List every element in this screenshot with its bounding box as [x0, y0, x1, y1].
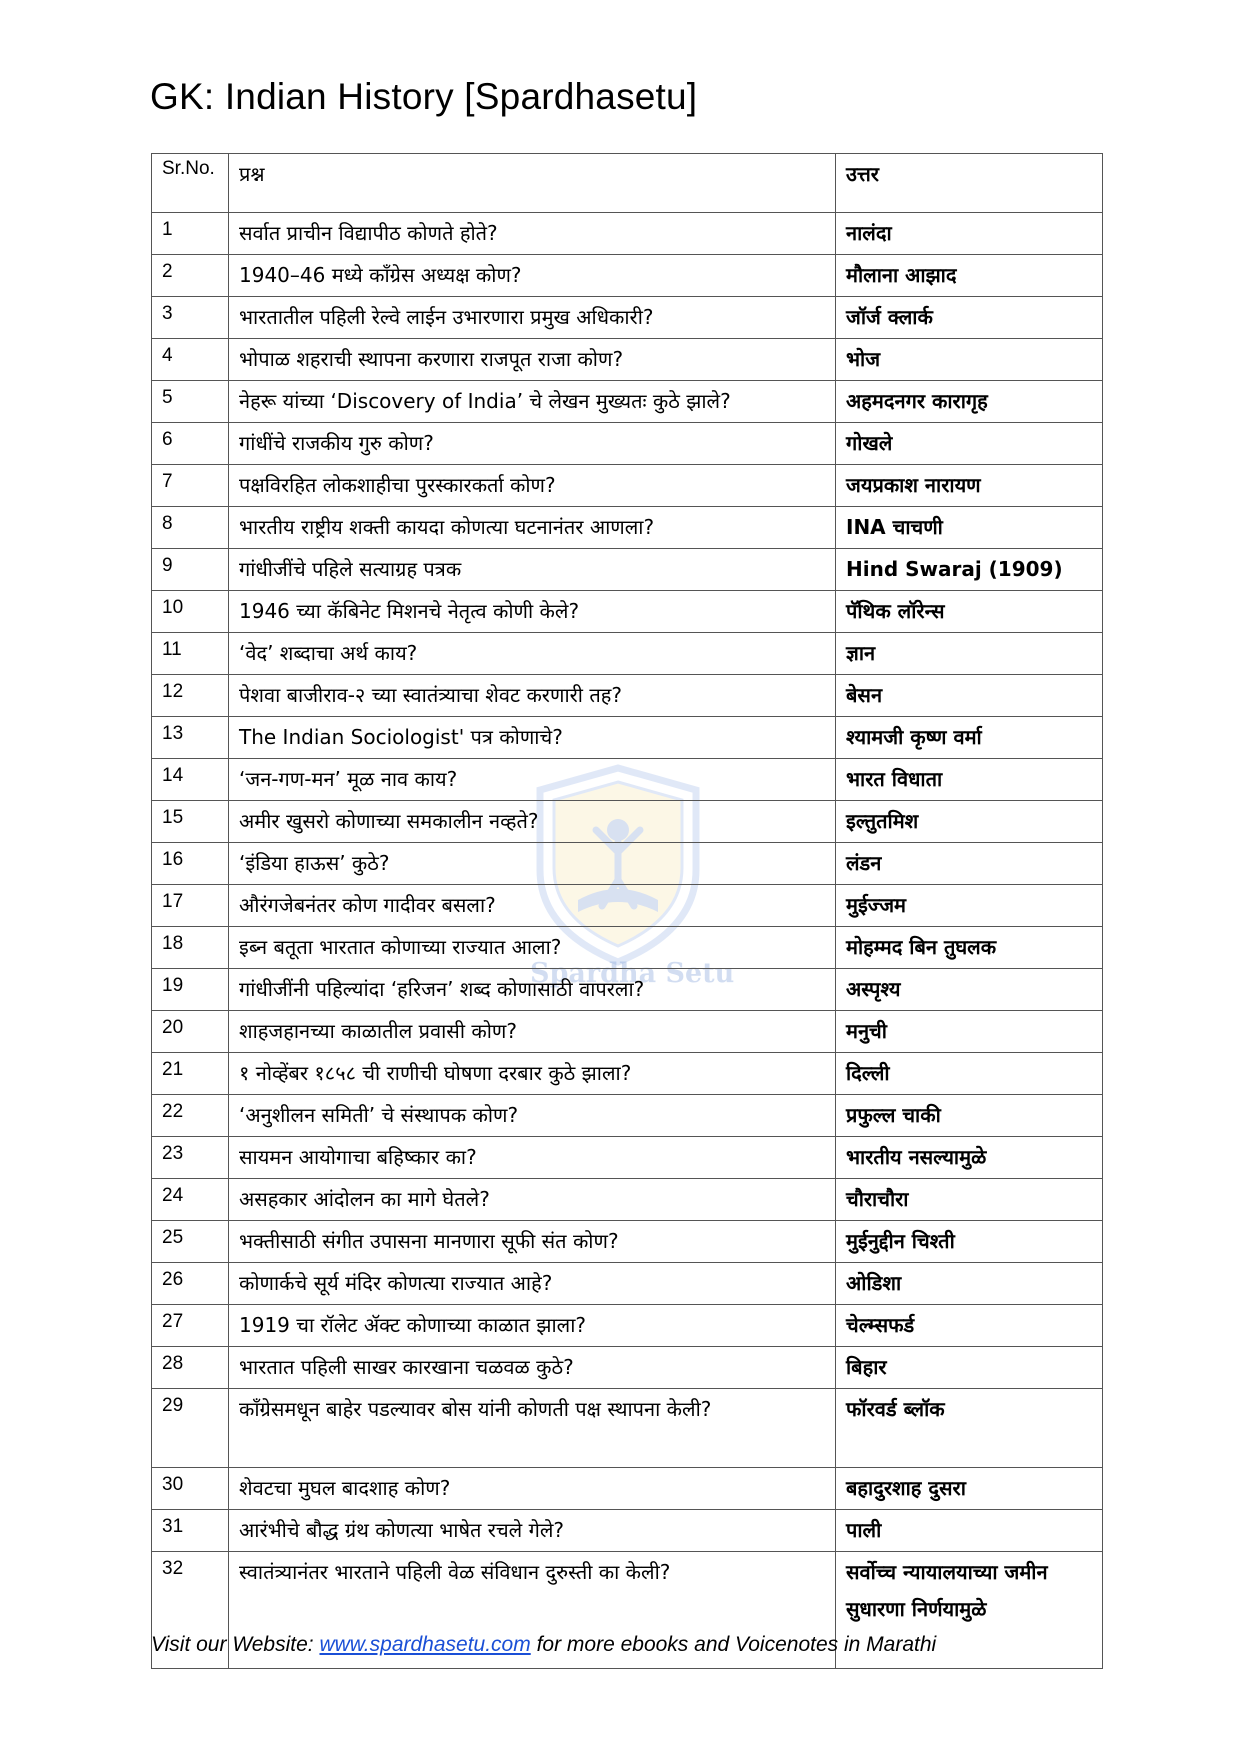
qa-table-body — [152, 154, 1103, 1669]
table-row — [152, 1389, 1103, 1468]
row-question: पेशवा बाजीराव-२ च्या स्वातंत्र्याचा शेवट करणारी तह? — [229, 675, 836, 717]
table-row — [152, 1011, 1103, 1053]
table-row — [152, 633, 1103, 675]
row-question: 1940–46 मध्ये काँग्रेस अध्यक्ष कोण? — [229, 255, 836, 297]
row-question: शेवटचा मुघल बादशाह कोण? — [229, 1468, 836, 1510]
row-question: स्वातंत्र्यानंतर भारताने पहिली वेळ संविधान दुरुस्ती का केली? — [229, 1552, 836, 1669]
row-answer: भारत विधाता — [836, 759, 1103, 801]
row-answer: गोखले — [836, 423, 1103, 465]
row-sr-no: 22 — [152, 1095, 229, 1137]
row-question: 1919 चा रॉलेट ॲक्ट कोणाच्या काळात झाला? — [229, 1305, 836, 1347]
row-question: कोणार्कचे सूर्य मंदिर कोणत्या राज्यात आहे? — [229, 1263, 836, 1305]
row-sr-no: 11 — [152, 633, 229, 675]
row-answer: बहादुरशाह दुसरा — [836, 1468, 1103, 1510]
row-answer: मुईनुद्दीन चिश्ती — [836, 1221, 1103, 1263]
row-answer: सर्वोच्च न्यायालयाच्या जमीन सुधारणा निर्णयामुळे — [836, 1552, 1103, 1669]
row-sr-no: 3 — [152, 297, 229, 339]
row-sr-no: 14 — [152, 759, 229, 801]
row-sr-no: 28 — [152, 1347, 229, 1389]
header-question: प्रश्न — [229, 154, 836, 213]
row-sr-no: 20 — [152, 1011, 229, 1053]
page-title: GK: Indian History [Spardhasetu] — [150, 76, 698, 117]
table-row — [152, 423, 1103, 465]
row-question: भारतातील पहिली रेल्वे लाईन उभारणारा प्रमुख अधिकारी? — [229, 297, 836, 339]
table-row — [152, 1221, 1103, 1263]
table-row — [152, 297, 1103, 339]
row-question: गांधींचे राजकीय गुरु कोण? — [229, 423, 836, 465]
row-answer: पाली — [836, 1510, 1103, 1552]
row-answer: ओडिशा — [836, 1263, 1103, 1305]
row-answer: मोहम्मद बिन तुघलक — [836, 927, 1103, 969]
row-question: ‘वेद’ शब्दाचा अर्थ काय? — [229, 633, 836, 675]
table-row — [152, 381, 1103, 423]
row-answer: भारतीय नसल्यामुळे — [836, 1137, 1103, 1179]
table-row — [152, 759, 1103, 801]
table-row — [152, 507, 1103, 549]
row-answer: ज्ञान — [836, 633, 1103, 675]
row-sr-no: 25 — [152, 1221, 229, 1263]
row-question: इब्न बतूता भारतात कोणाच्या राज्यात आला? — [229, 927, 836, 969]
row-answer: नालंदा — [836, 213, 1103, 255]
row-sr-no: 15 — [152, 801, 229, 843]
row-answer: मुईज्जम — [836, 885, 1103, 927]
table-row — [152, 339, 1103, 381]
table-row — [152, 549, 1103, 591]
row-question: ‘अनुशीलन समिती’ चे संस्थापक कोण? — [229, 1095, 836, 1137]
table-row — [152, 843, 1103, 885]
table-row — [152, 255, 1103, 297]
row-answer: जॉर्ज क्लार्क — [836, 297, 1103, 339]
row-sr-no: 6 — [152, 423, 229, 465]
row-question: असहकार आंदोलन का मागे घेतले? — [229, 1179, 836, 1221]
row-answer: मौलाना आझाद — [836, 255, 1103, 297]
row-question: सर्वात प्राचीन विद्यापीठ कोणते होते? — [229, 213, 836, 255]
row-question: ‘इंडिया हाऊस’ कुठे? — [229, 843, 836, 885]
row-question: ‘जन-गण-मन’ मूळ नाव काय? — [229, 759, 836, 801]
table-row — [152, 927, 1103, 969]
header-answer: उत्तर — [836, 154, 1103, 213]
row-question: 1946 च्या कॅबिनेट मिशनचे नेतृत्व कोणी केले? — [229, 591, 836, 633]
row-sr-no: 2 — [152, 255, 229, 297]
row-answer: INA चाचणी — [836, 507, 1103, 549]
row-question: भक्तीसाठी संगीत उपासना मानणारा सूफी संत कोण? — [229, 1221, 836, 1263]
row-sr-no: 13 — [152, 717, 229, 759]
row-sr-no: 29 — [152, 1389, 229, 1468]
watermark-text: Spardha Setu — [530, 958, 735, 989]
qa-table — [151, 153, 1103, 1669]
table-row — [152, 1347, 1103, 1389]
row-sr-no: 19 — [152, 969, 229, 1011]
row-answer: फॉरवर्ड ब्लॉक — [836, 1389, 1103, 1468]
table-row — [152, 1095, 1103, 1137]
row-sr-no: 23 — [152, 1137, 229, 1179]
row-sr-no: 32 — [152, 1552, 229, 1669]
row-sr-no: 10 — [152, 591, 229, 633]
row-sr-no: 16 — [152, 843, 229, 885]
row-question: पक्षविरहित लोकशाहीचा पुरस्कारकर्ता कोण? — [229, 465, 836, 507]
row-question: गांधीजींचे पहिले सत्याग्रह पत्रक — [229, 549, 836, 591]
row-answer: इल्तुतमिश — [836, 801, 1103, 843]
row-answer: चौराचौरा — [836, 1179, 1103, 1221]
row-question: काँग्रेसमधून बाहेर पडल्यावर बोस यांनी कोणती पक्ष स्थापना केली? — [229, 1389, 836, 1468]
row-sr-no: 26 — [152, 1263, 229, 1305]
table-row — [152, 1305, 1103, 1347]
row-sr-no: 31 — [152, 1510, 229, 1552]
row-answer: मनुची — [836, 1011, 1103, 1053]
row-question: गांधीजींनी पहिल्यांदा ‘हरिजन’ शब्द कोणासाठी वापरला? — [229, 969, 836, 1011]
row-sr-no: 8 — [152, 507, 229, 549]
table-row — [152, 675, 1103, 717]
table-row — [152, 213, 1103, 255]
row-question: सायमन आयोगाचा बहिष्कार का? — [229, 1137, 836, 1179]
row-sr-no: 4 — [152, 339, 229, 381]
row-question: भारतात पहिली साखर कारखाना चळवळ कुठे? — [229, 1347, 836, 1389]
table-row — [152, 1468, 1103, 1510]
row-sr-no: 12 — [152, 675, 229, 717]
header-sr-no: Sr.No. — [152, 154, 229, 213]
row-sr-no: 5 — [152, 381, 229, 423]
row-question: The Indian Sociologist' पत्र कोणाचे? — [229, 717, 836, 759]
row-question: शाहजहानच्या काळातील प्रवासी कोण? — [229, 1011, 836, 1053]
row-question: अमीर खुसरो कोणाच्या समकालीन नव्हते? — [229, 801, 836, 843]
table-row — [152, 1053, 1103, 1095]
table-row — [152, 969, 1103, 1011]
table-row — [152, 1263, 1103, 1305]
row-answer: बिहार — [836, 1347, 1103, 1389]
table-row — [152, 1179, 1103, 1221]
website-link[interactable]: www.spardhasetu.com — [319, 1633, 531, 1656]
footer — [151, 1633, 936, 1657]
table-row — [152, 885, 1103, 927]
row-question: भारतीय राष्ट्रीय शक्ती कायदा कोणत्या घटनानंतर आणला? — [229, 507, 836, 549]
row-question: १ नोव्हेंबर १८५८ ची राणीची घोषणा दरबार कुठे झाला? — [229, 1053, 836, 1095]
row-sr-no: 21 — [152, 1053, 229, 1095]
footer-prefix: Visit our Website: — [151, 1633, 320, 1656]
row-question: औरंगजेबनंतर कोण गादीवर बसला? — [229, 885, 836, 927]
row-answer: पॅथिक लॉरेन्स — [836, 591, 1103, 633]
row-sr-no: 17 — [152, 885, 229, 927]
row-question: आरंभीचे बौद्ध ग्रंथ कोणत्या भाषेत रचले गेले? — [229, 1510, 836, 1552]
row-sr-no: 24 — [152, 1179, 229, 1221]
table-row — [152, 717, 1103, 759]
row-answer: बेसन — [836, 675, 1103, 717]
row-sr-no: 18 — [152, 927, 229, 969]
row-answer: चेल्म्सफर्ड — [836, 1305, 1103, 1347]
row-question: नेहरू यांच्या ‘Discovery of India’ चे लेखन मुख्यतः कुठे झाले? — [229, 381, 836, 423]
row-answer: लंडन — [836, 843, 1103, 885]
row-answer: Hind Swaraj (1909) — [836, 549, 1103, 591]
table-row — [152, 1510, 1103, 1552]
row-sr-no: 7 — [152, 465, 229, 507]
row-sr-no: 1 — [152, 213, 229, 255]
table-row — [152, 465, 1103, 507]
row-answer: भोज — [836, 339, 1103, 381]
row-answer: श्यामजी कृष्ण वर्मा — [836, 717, 1103, 759]
row-question: भोपाळ शहराची स्थापना करणारा राजपूत राजा कोण? — [229, 339, 836, 381]
row-sr-no: 9 — [152, 549, 229, 591]
row-sr-no: 27 — [152, 1305, 229, 1347]
table-header-row — [152, 154, 1103, 213]
table-row — [152, 591, 1103, 633]
row-sr-no: 30 — [152, 1468, 229, 1510]
row-answer: प्रफुल्ल चाकी — [836, 1095, 1103, 1137]
row-answer: अहमदनगर कारागृह — [836, 381, 1103, 423]
row-answer: जयप्रकाश नारायण — [836, 465, 1103, 507]
table-row — [152, 801, 1103, 843]
row-answer: दिल्ली — [836, 1053, 1103, 1095]
row-answer: अस्पृश्य — [836, 969, 1103, 1011]
table-row — [152, 1137, 1103, 1179]
footer-suffix: for more ebooks and Voicenotes in Marathi — [530, 1633, 937, 1656]
